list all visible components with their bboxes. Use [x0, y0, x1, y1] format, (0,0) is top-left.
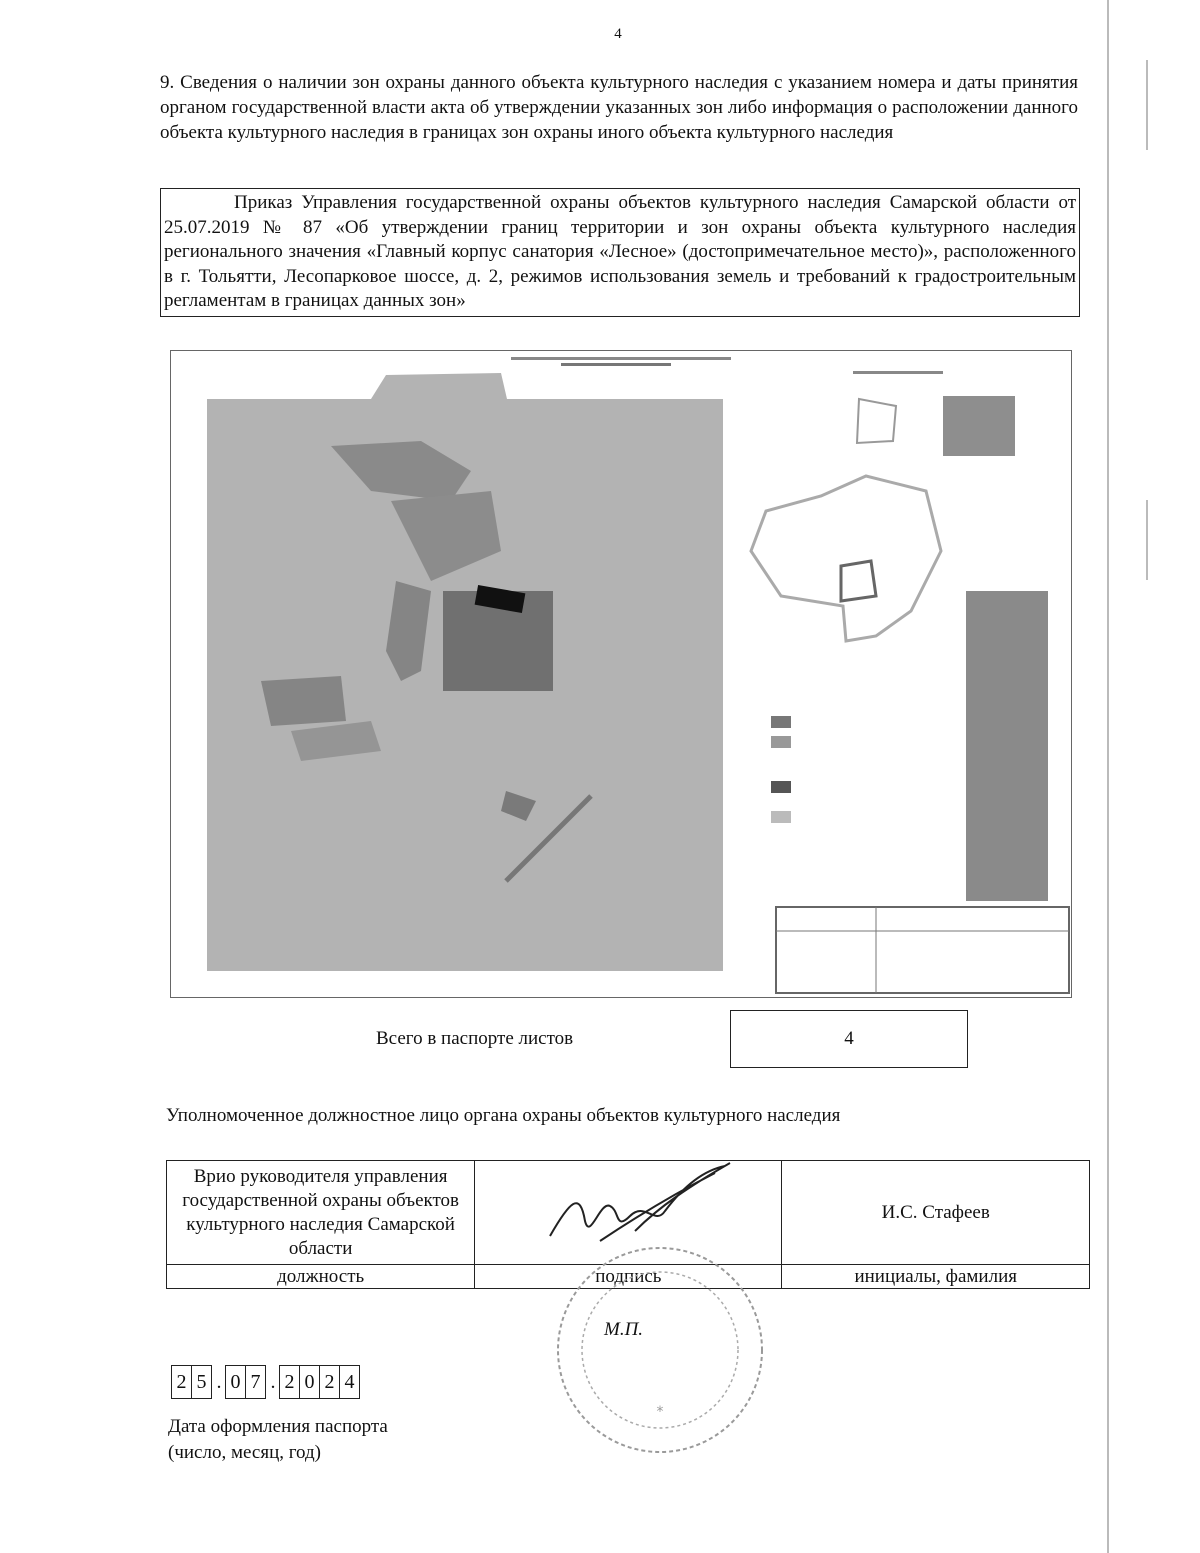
sheets-total-label: Всего в паспорте листов — [376, 1028, 574, 1049]
zones-map-image — [170, 350, 1072, 998]
date-separator: . — [270, 1370, 276, 1393]
caption-position: должность — [167, 1265, 475, 1289]
zones-map-drawing — [171, 351, 1071, 997]
official-seal — [540, 1240, 780, 1460]
page-number: 4 — [614, 26, 622, 42]
date-digit: 2 — [279, 1365, 300, 1399]
date-digit: 0 — [299, 1365, 320, 1399]
date-digit: 2 — [171, 1365, 192, 1399]
date-digit: 4 — [339, 1365, 360, 1399]
date-caption-line1: Дата оформления паспорта — [168, 1416, 388, 1437]
order-reference-box: Приказ Управления государственной охраны объектов культурного наследия Самарской области от 25.07.2019 № 87 «Об утверждении границ территории и зон охраны объекта культурного наследия регионального значения «Главный корпус санатория «Лесное» (достопримечательное место)», расположенного в г. Тольятти, Лесопарковое шоссе, д. 2, режимов использования земель и требований к градостроительным регламентам в границах данных зон» — [160, 188, 1080, 317]
date-digit: 5 — [191, 1365, 212, 1399]
svg-text:*: * — [656, 1404, 664, 1420]
caption-signature: подпись — [475, 1265, 782, 1289]
date-digit: 0 — [225, 1365, 246, 1399]
date-caption-line2: (число, месяц, год) — [168, 1442, 322, 1463]
handwritten-signature — [540, 1161, 740, 1251]
date-digit: 7 — [245, 1365, 266, 1399]
scan-edge-line — [1107, 0, 1109, 1553]
scan-edge-mark — [1146, 500, 1148, 580]
sheets-total-value: 4 — [730, 1010, 968, 1068]
date-separator: . — [216, 1370, 222, 1393]
passport-date — [172, 1365, 360, 1399]
section-heading: 9. Сведения о наличии зон охраны данного объекта культурного наследия с указанием номера и даты принятия органом государственной власти акта об утверждении указанных зон либо информация о расположении данного объекта культурного наследия в границах зон охраны иного объекта культурного наследия — [160, 72, 1078, 143]
date-caption — [168, 1414, 388, 1466]
seal-label: М.П. — [604, 1319, 644, 1340]
caption-name: инициалы, фамилия — [782, 1265, 1090, 1289]
scan-edge-mark — [1146, 60, 1148, 150]
official-heading: Уполномоченное должностное лицо органа охраны объектов культурного наследия — [166, 1105, 841, 1126]
date-digit: 2 — [319, 1365, 340, 1399]
official-position: Врио руководителя управления государственной охраны объектов культурного наследия Самарской области — [167, 1161, 475, 1265]
official-name: И.С. Стафеев — [782, 1161, 1090, 1265]
